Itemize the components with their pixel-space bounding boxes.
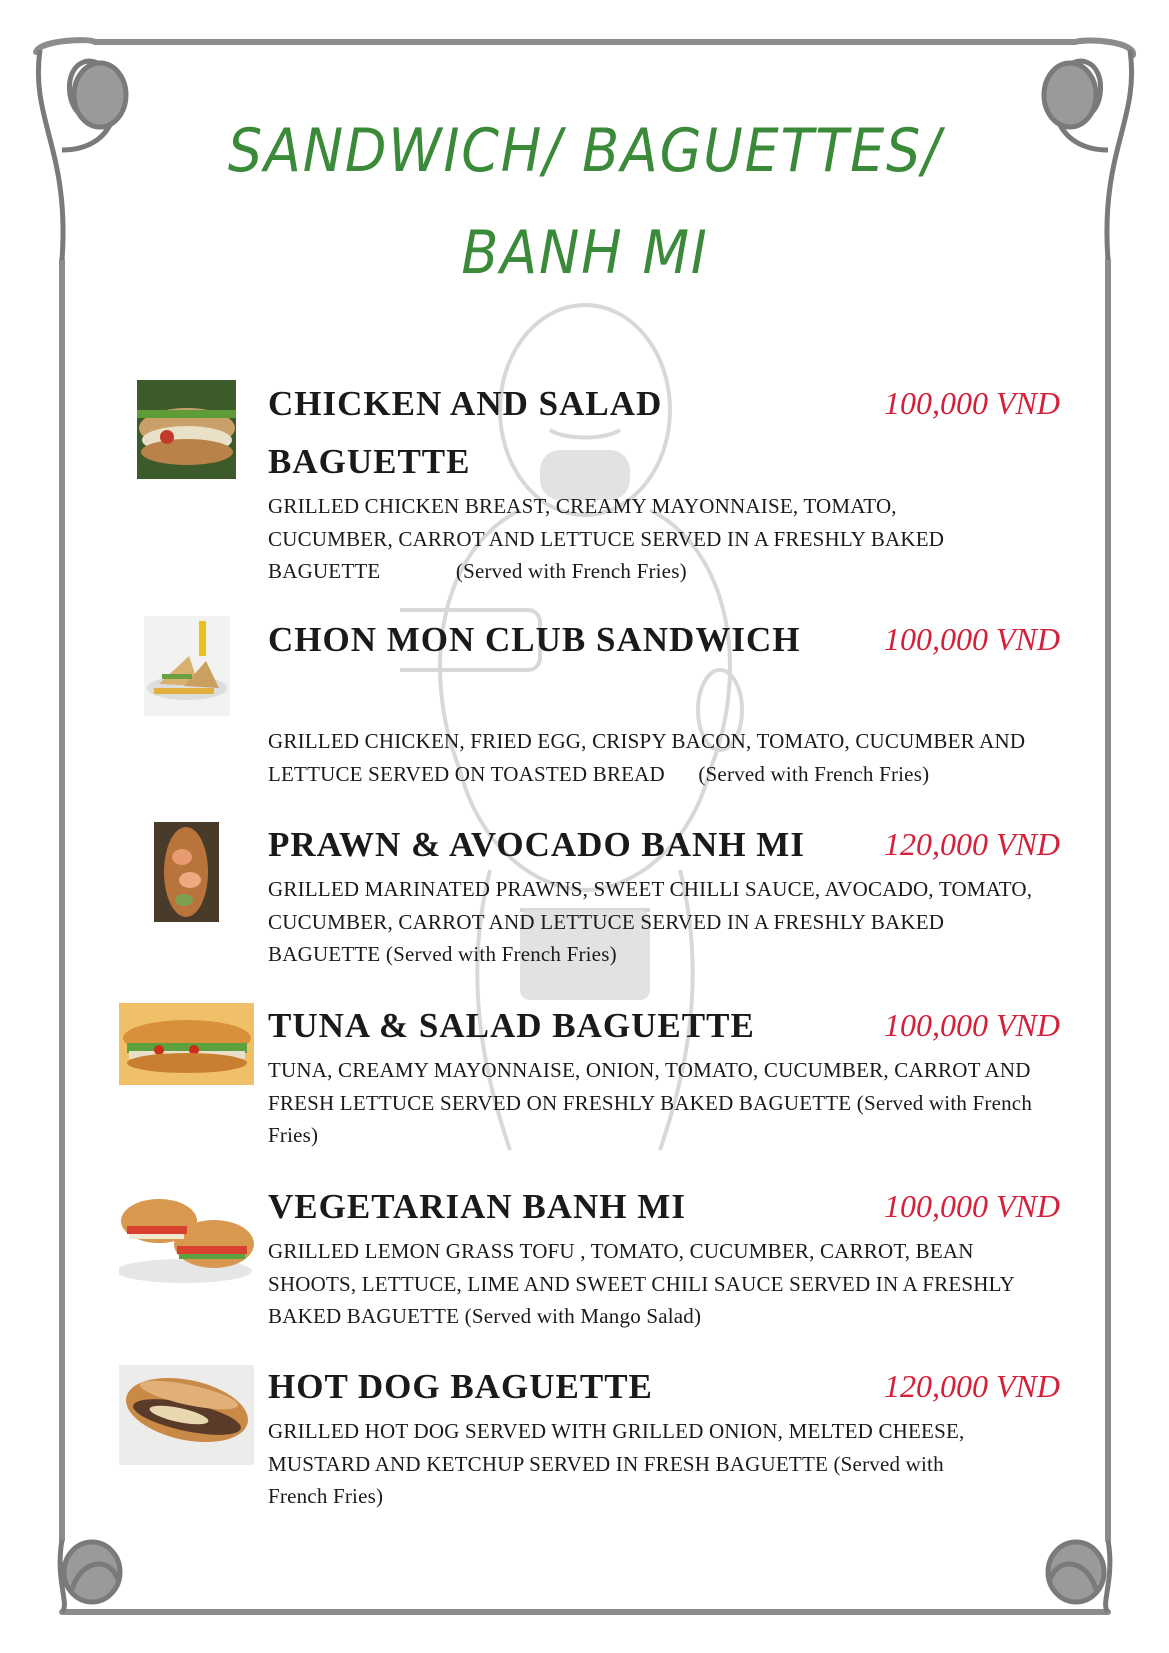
item-side-note: (Served with French Fries) — [455, 559, 687, 583]
item-ingredients: GRILLED LEMON GRASS TOFU , TOMATO, CUCUMBER, CARROT, BEAN SHOOTS, LETTUCE, LIME AND SWEET CHILI SAUCE SERVED IN A FRESHLY BAKED BAGUETTE — [268, 1239, 1015, 1328]
item-side-note: (Served with Mango Salad) — [464, 1304, 702, 1328]
item-side-note: (Served with French Fries) — [268, 1090, 1033, 1147]
item-description — [268, 1054, 1058, 1152]
item-ingredients: GRILLED MARINATED PRAWNS, SWEET CHILLI SAUCE, AVOCADO, TOMATO, CUCUMBER, CARROT AND LETTUCE SERVED IN A FRESHLY BAKED BAGUETTE — [268, 877, 1033, 966]
item-price: 100,000 VND — [884, 621, 1060, 657]
item-name: VEGETARIAN BANH MI — [268, 1187, 686, 1226]
club-sandwich-photo — [144, 616, 230, 716]
item-side-note: (Served with French Fries) — [698, 761, 930, 786]
chicken-baguette-photo — [137, 380, 236, 479]
hot-dog-baguette-photo — [119, 1365, 254, 1465]
item-price: 100,000 VND — [884, 385, 1060, 421]
corner-ornament-bottom-right — [1048, 1540, 1110, 1612]
item-name: HOT DOG BAGUETTE — [268, 1367, 653, 1406]
item-ingredients: TUNA, CREAMY MAYONNAISE, ONION, TOMATO, CUCUMBER, CARROT AND FRESH LETTUCE SERVED ON FRESHLY BAKED BAGUETTE — [268, 1058, 1031, 1115]
item-name: PRAWN & AVOCADO BANH MI — [268, 825, 805, 864]
item-description — [268, 1415, 1008, 1513]
item-ingredients: GRILLED HOT DOG SERVED WITH GRILLED ONION, MELTED CHEESE, MUSTARD AND KETCHUP SERVED IN FRESH BAGUETTE — [268, 1419, 965, 1476]
item-description — [268, 1235, 1048, 1333]
item-price: 120,000 VND — [884, 1368, 1060, 1404]
item-side-note: (Served with French Fries) — [385, 942, 617, 966]
corner-ornament-top-left — [38, 50, 126, 260]
item-name: CHICKEN AND SALAD BAGUETTE — [268, 384, 663, 481]
item-ingredients: GRILLED CHICKEN BREAST, CREAMY MAYONNAISE, TOMATO, CUCUMBER, CARROT AND LETTUCE SERVED IN A FRESHLY BAKED BAGUETTE — [268, 494, 945, 583]
item-description — [268, 873, 1048, 971]
vegetarian-banh-mi-photo — [119, 1186, 254, 1284]
item-name: TUNA & SALAD BAGUETTE — [268, 1006, 755, 1045]
item-price: 120,000 VND — [884, 826, 1060, 862]
tuna-baguette-photo — [119, 1003, 254, 1085]
menu-title-line-2: BANH MI — [461, 218, 709, 288]
item-name: CHON MON CLUB SANDWICH — [268, 620, 801, 659]
corner-ornament-top-right — [1044, 50, 1132, 260]
item-price: 100,000 VND — [884, 1188, 1060, 1224]
corner-ornament-bottom-left — [60, 1540, 120, 1612]
item-price: 100,000 VND — [884, 1007, 1060, 1043]
prawn-banh-mi-photo — [154, 822, 219, 922]
item-ingredients: GRILLED CHICKEN, FRIED EGG, CRISPY BACON, TOMATO, CUCUMBER AND LETTUCE SERVED ON TOASTED BREAD — [268, 729, 1026, 786]
item-description — [268, 490, 988, 588]
item-side-note: (Served with French Fries) — [268, 1451, 944, 1508]
menu-title-line-1: SANDWICH/ BAGUETTES/ — [227, 116, 943, 186]
menu-title — [203, 100, 968, 304]
item-description — [268, 725, 1048, 790]
